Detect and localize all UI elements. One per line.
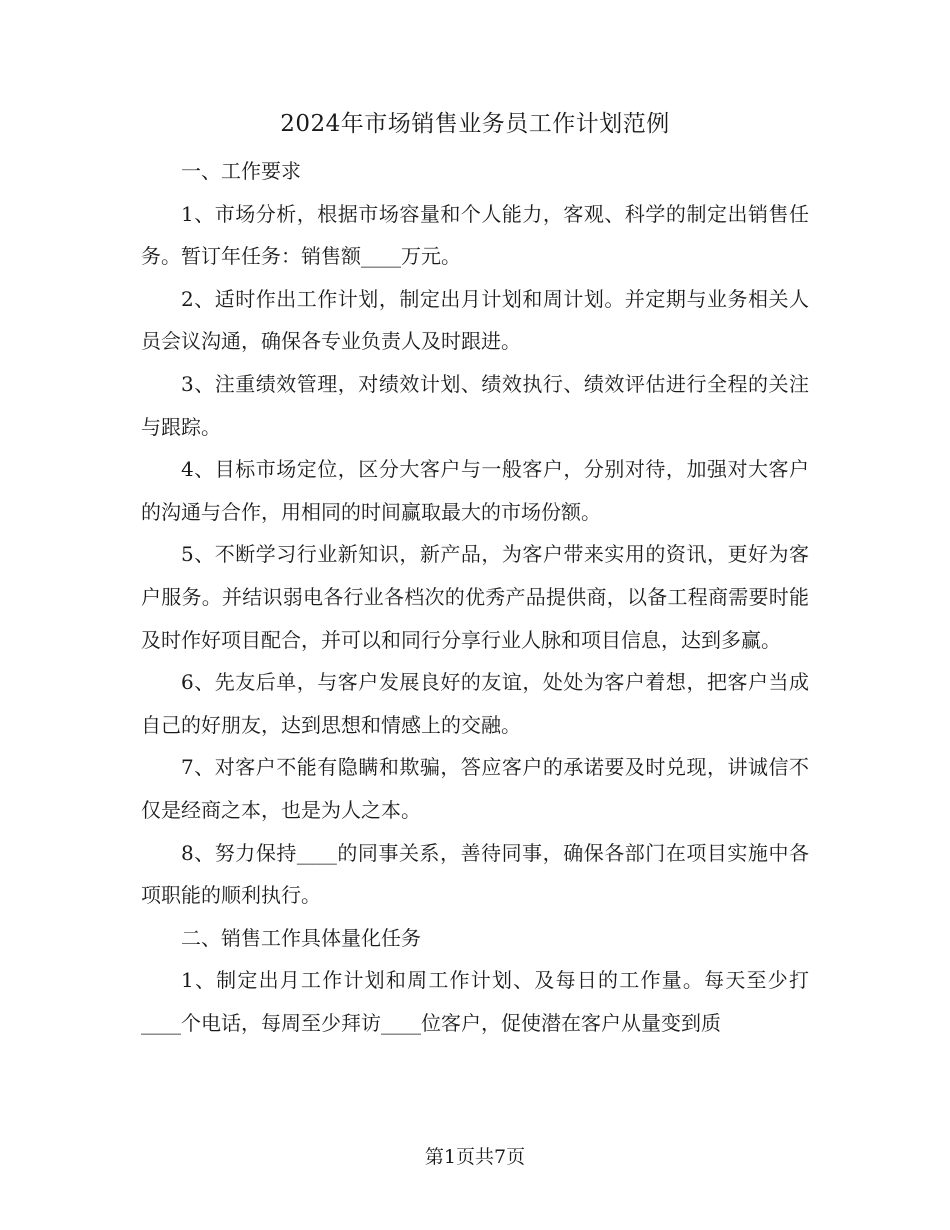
- paragraph-5: 5、不断学习行业新知识，新产品，为客户带来实用的资讯，更好为客户服务。并结识弱电各行业各档次的优秀产品提供商，以备工程商需要时能及时作好项目配合，并可以和同行分享行业人脉和项目信息，达到多赢。: [141, 542, 809, 652]
- section-heading-2: 二、销售工作具体量化任务: [181, 925, 421, 950]
- paragraph-1: 1、市场分析，根据市场容量和个人能力，客观、科学的制定出销售任务。暂订年任务：销售额____万元。: [141, 201, 809, 269]
- paragraph-4: 4、目标市场定位，区分大客户与一般客户，分别对待，加强对大客户的沟通与合作，用相同的时间赢取最大的市场份额。: [141, 457, 809, 524]
- paragraph-9: 1、制定出月工作计划和周工作计划、及每日的工作量。每天至少打____个电话，每周至少拜访____位客户，促使潜在客户从量变到质: [141, 968, 809, 1035]
- paragraph-2: 2、适时作出工作计划，制定出月计划和周计划。并定期与业务相关人员会议沟通，确保各专业负责人及时跟进。: [141, 286, 809, 354]
- section-heading-1: 一、工作要求: [181, 159, 301, 183]
- document-title: 2024年市场销售业务员工作计划范例: [280, 111, 670, 137]
- document-body: [141, 150, 809, 1044]
- paragraph-8: 8、努力保持____的同事关系，善待同事，确保各部门在项目实施中各项职能的顺利执行。: [141, 840, 809, 908]
- paragraph-6: 6、先友后单，与客户发展良好的友谊，处处为客户着想，把客户当成自己的好朋友，达到思想和情感上的交融。: [141, 670, 809, 737]
- paragraph-3: 3、注重绩效管理，对绩效计划、绩效执行、绩效评估进行全程的关注与跟踪。: [141, 371, 809, 439]
- paragraph-7: 7、对客户不能有隐瞒和欺骗，答应客户的承诺要及时兑现，讲诚信不仅是经商之本，也是为人之本。: [141, 755, 809, 822]
- page-number-footer: 第1页共7页: [424, 1146, 526, 1168]
